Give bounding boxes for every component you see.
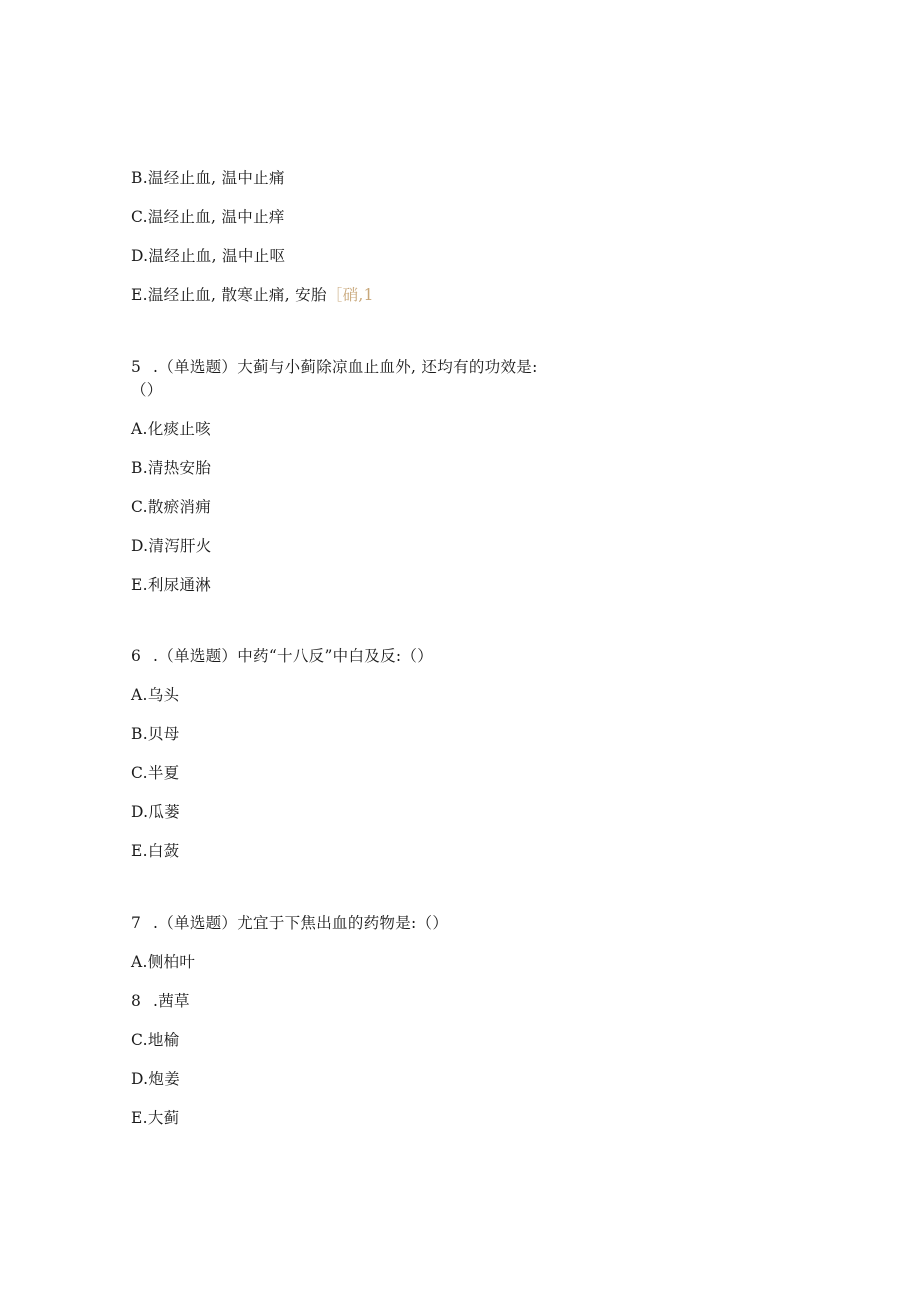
q5-option-d: D.清泻肝火 xyxy=(131,537,212,555)
q7-stem xyxy=(131,913,448,933)
q6-option-e: E.白蔹 xyxy=(131,842,180,860)
q5-number: 5 xyxy=(131,358,142,376)
q6-stem xyxy=(131,646,433,666)
q5-option-c: C.散瘀消痈 xyxy=(131,498,212,516)
q6-stem-text: .（单选题）中药“十八反”中白及反:（） xyxy=(153,647,433,665)
q7-option-b-text: .茜草 xyxy=(153,992,190,1010)
q4-option-e xyxy=(131,285,374,305)
q5-stem-text: .（单选题）大蓟与小蓟除凉血止血外, 还均有的功效是: xyxy=(153,358,538,376)
q7-option-b xyxy=(131,991,190,1011)
q5-stem-continuation: （） xyxy=(131,381,163,399)
q5-option-b: B.清热安胎 xyxy=(131,459,212,477)
q7-option-a: A.侧柏叶 xyxy=(131,953,196,971)
q5-stem xyxy=(131,357,538,377)
q4-option-d: D.温经止血, 温中止呕 xyxy=(131,247,286,265)
q4-option-b: B.温经止血, 温中止痛 xyxy=(131,169,285,187)
q7-option-d: D.炮姜 xyxy=(131,1070,181,1088)
q6-option-b: B.贝母 xyxy=(131,725,180,743)
q4-option-e-text: E.温经止血, 散寒止痛, 安胎 xyxy=(131,286,327,304)
q4-option-c: C.温经止血, 温中止痒 xyxy=(131,208,285,226)
q4-option-e-annotation: ［硝,1 xyxy=(326,286,374,304)
q6-option-a: A.乌头 xyxy=(131,686,180,704)
q7-option-c: C.地榆 xyxy=(131,1031,180,1049)
q7-stem-text: .（单选题）尤宜于下焦出血的药物是:（） xyxy=(153,914,449,932)
q6-number: 6 xyxy=(131,647,142,665)
q6-option-d: D.瓜蒌 xyxy=(131,803,181,821)
q7-option-b-number: 8 xyxy=(131,992,142,1010)
q7-number: 7 xyxy=(131,914,142,932)
q6-option-c: C.半夏 xyxy=(131,764,180,782)
q7-option-e: E.大蓟 xyxy=(131,1109,180,1127)
q5-option-e: E.利尿通淋 xyxy=(131,576,212,594)
q5-option-a: A.化痰止咳 xyxy=(131,420,211,438)
